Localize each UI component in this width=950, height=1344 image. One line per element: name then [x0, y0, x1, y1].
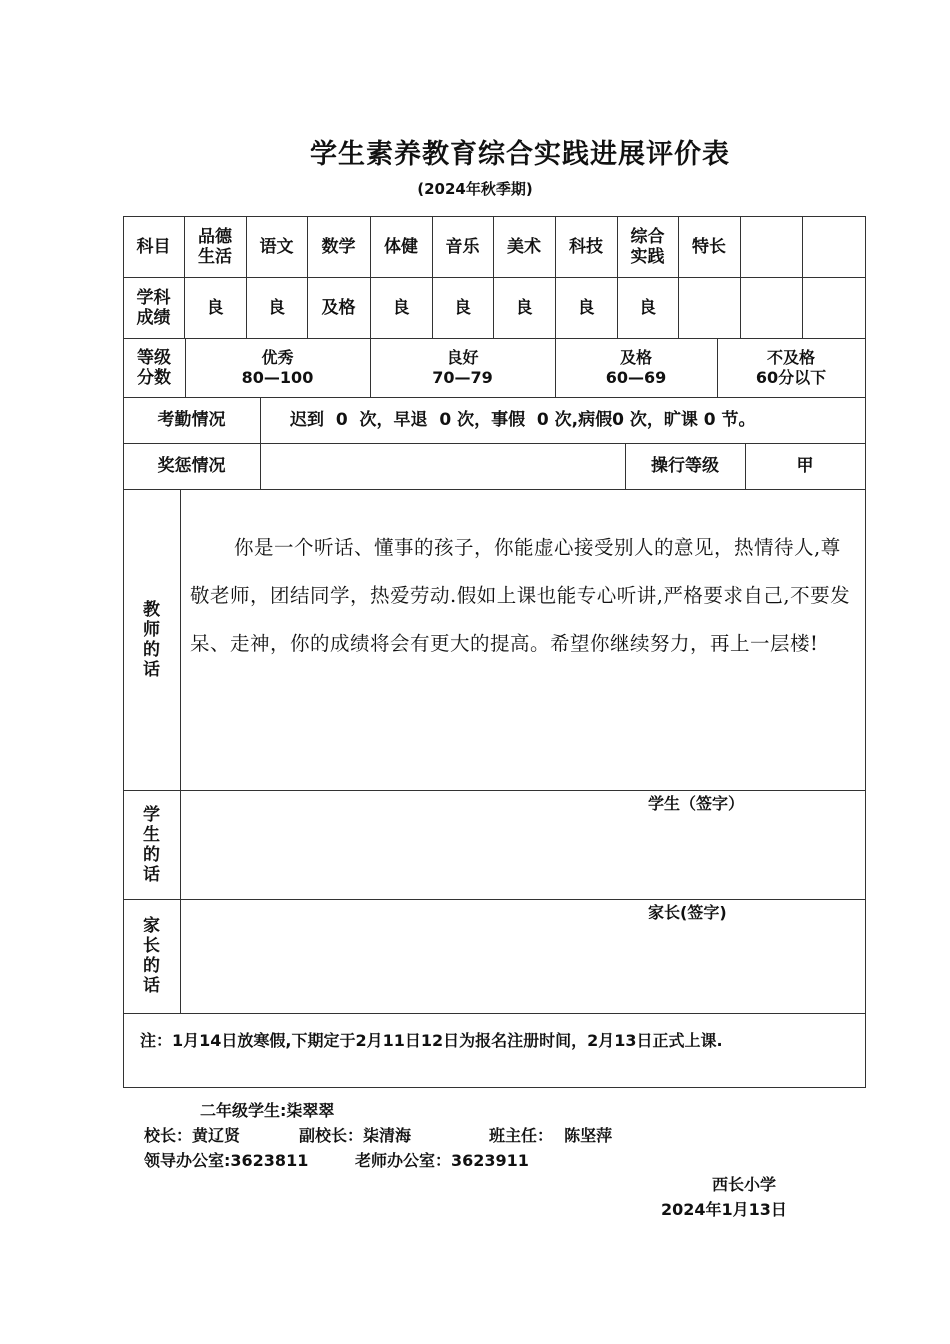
- subject-cell: 特长: [692, 236, 726, 257]
- footer-class-teacher: 班主任： 陈坚萍: [489, 1126, 613, 1145]
- table-rule: [865, 216, 866, 1088]
- table-rule: [123, 1013, 866, 1014]
- parent-signature: 家长(签字): [648, 903, 727, 922]
- subject-cell: 美术: [507, 236, 541, 257]
- subject-cell: 品德生活: [198, 226, 232, 267]
- footer-principal: 校长：黄辽贤: [144, 1126, 241, 1145]
- grade-band: [717, 338, 865, 397]
- score-cell: 良: [392, 297, 410, 318]
- footer-student: 二年级学生:柒翠翠: [200, 1101, 335, 1120]
- rewards-value: [260, 443, 625, 489]
- footer-school: 西长小学: [712, 1175, 777, 1194]
- score-cell: 良: [639, 297, 656, 318]
- grade-range: 80—100: [241, 367, 314, 387]
- conduct-value: 甲: [796, 456, 814, 476]
- student-signature: 学生（签字）: [648, 794, 745, 813]
- grades-header: 等级分数: [137, 347, 171, 388]
- grade-band: [370, 338, 555, 397]
- subject-cell: 科技: [569, 236, 603, 257]
- grade-range: 70—79: [432, 367, 493, 387]
- grade-name: 不及格: [766, 347, 815, 367]
- score-cell: 良: [515, 297, 533, 318]
- grade-band: [555, 338, 717, 397]
- table-rule: [123, 1087, 866, 1088]
- teacher-comment: 你是一个听话、懂事的孩子，你能虚心接受别人的意见，热情待人,尊敬老师，团结同学，热爱劳动.假如上课也能专心听讲,严格要求自己,不要发呆、走神，你的成绩将会有更大的提高。希望你继续努力，再上一层楼!: [190, 536, 851, 655]
- subject-cell: [740, 216, 802, 277]
- subject-cell: 体健: [384, 236, 418, 257]
- subject-cell: 音乐: [445, 236, 480, 257]
- score-cell: 良: [206, 297, 224, 318]
- score-cell: 良: [577, 297, 595, 318]
- grade-range: 60—69: [605, 367, 667, 387]
- grade-range: 60分以下: [755, 367, 827, 387]
- footer-teacher-office: 老师办公室：3623911: [355, 1151, 529, 1170]
- subject-cell: [802, 216, 865, 277]
- subject-cell: 数学: [321, 236, 356, 257]
- footer-vice-principal: 副校长：柒清海: [299, 1126, 412, 1145]
- score-cell: [802, 277, 865, 338]
- score-cell: 良: [268, 297, 285, 318]
- grade-name: 良好: [446, 347, 479, 367]
- attendance-text: 迟到 0 次，早退 0 次，事假 0 次,病假0 次，旷课 0 节。: [290, 410, 756, 430]
- footer-leader-office: 领导办公室:3623811: [144, 1151, 309, 1170]
- parent-label: 家长的话: [143, 916, 160, 996]
- attendance-label: 考勤情况: [157, 410, 226, 430]
- rewards-label: 奖惩情况: [157, 456, 226, 476]
- subject-cell: 语文: [259, 236, 294, 257]
- score-cell: 及格: [321, 297, 356, 318]
- conduct-label: 操行等级: [651, 456, 719, 476]
- student-label: 学生的话: [143, 804, 160, 885]
- table-rule: [123, 489, 866, 490]
- footer-date: 2024年1月13日: [661, 1200, 787, 1219]
- score-cell: 良: [454, 297, 471, 318]
- grade-band: [185, 338, 370, 397]
- subject-header: 科目: [136, 236, 171, 257]
- table-rule: [180, 489, 181, 1014]
- subject-cell: 综合实践: [630, 226, 665, 267]
- page-title: 学生素养教育综合实践进展评价表: [310, 139, 730, 170]
- table-rule: [123, 790, 866, 791]
- score-header: 学科成绩: [136, 287, 171, 328]
- holiday-note: 注：1月14日放寒假,下期定于2月11日12日为报名注册时间，2月13日正式上课.: [140, 1031, 723, 1050]
- teacher-label: 教师的话: [143, 599, 160, 680]
- score-cell: [740, 277, 802, 338]
- score-cell: [678, 277, 740, 338]
- term-subtitle: (2024年秋季期): [417, 180, 533, 198]
- grade-name: 优秀: [261, 347, 294, 367]
- table-rule: [123, 899, 866, 900]
- grade-name: 及格: [619, 347, 652, 367]
